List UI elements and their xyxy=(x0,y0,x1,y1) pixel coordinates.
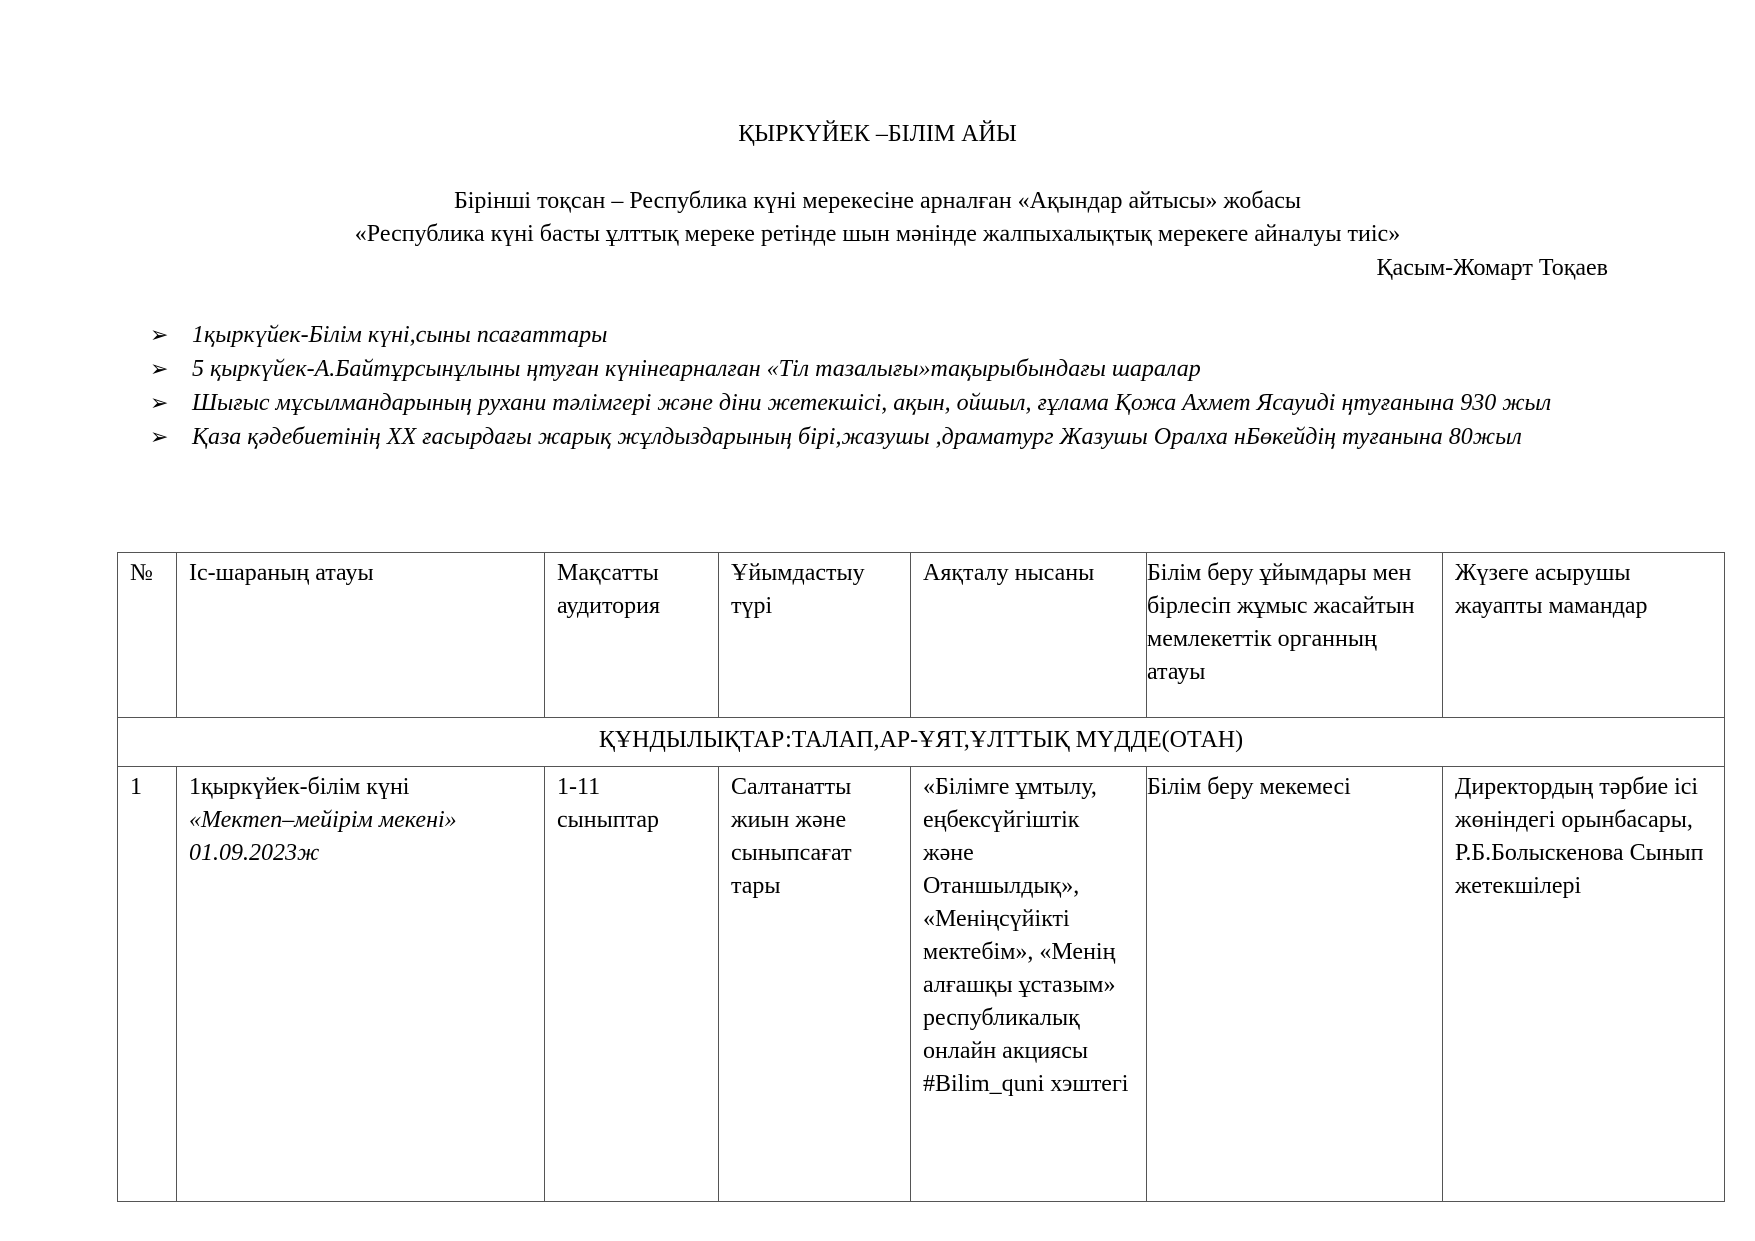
bullet-item xyxy=(150,422,1630,452)
header-number: № xyxy=(118,553,177,718)
bullet-text: Шығыс мұсылмандарының рухани тәлімгері және діни жетекшісі, ақын, ойшыл, ғұлама Қожа Ахмет Ясауиді ңтуғанына 930 жыл xyxy=(192,390,1552,416)
arrowhead-bullet-icon: ➢ xyxy=(150,356,169,381)
values-heading: ҚҰНДЫЛЫҚТАР:ТАЛАП,АР-ҰЯТ,ҰЛТТЫҚ МҮДДЕ(ОТАН) xyxy=(118,718,1725,767)
bullet-text: Қаза қәдебиетінің ХХ ғасырдағы жарық жұлдыздарының бірі,жазушы ,драматург Жазушы Оралха нБөкейдің туғанына 80жыл xyxy=(192,424,1522,450)
event-bullet-list xyxy=(150,320,1630,456)
bullet-item xyxy=(150,320,1630,350)
cell-number: 1 xyxy=(118,767,177,1202)
header-format: Ұйымдастыу түрі xyxy=(719,553,911,718)
table-row xyxy=(118,767,1725,1202)
header-event-name: Іс-шараның атауы xyxy=(177,553,545,718)
page-title: ҚЫРКҮЙЕК –БІЛІМ АЙЫ xyxy=(738,121,1017,147)
cell-format: Салтанатты жиын және сыныпсағат тары xyxy=(719,767,911,1202)
bullet-text: 1қыркүйек-Білім күні,сыны псағаттары xyxy=(192,322,608,348)
header-completion: Аяқталу нысаны xyxy=(911,553,1147,718)
epigraph-quote: «Республика күні басты ұлттық мереке ретінде шын мәнінде жалпыхалықтық мерекеге айналуы тиіс» xyxy=(354,221,1401,247)
event-title: 1қыркүйек-білім күні xyxy=(189,774,410,800)
bullet-item xyxy=(150,388,1630,418)
arrowhead-bullet-icon: ➢ xyxy=(150,424,169,449)
cell-completion: «Білімге ұмтылу, еңбексүйгіштік және Отаншылдық», «Меніңсүйікті мектебім», «Менің алғашқы ұстазым» республикалық онлайн акциясы #Bilim_quni хэштегі xyxy=(911,767,1147,1202)
values-row xyxy=(118,718,1725,767)
cell-event-name xyxy=(177,767,545,1202)
event-plan-table xyxy=(117,552,1725,1202)
header-audience: Мақсатты аудитория xyxy=(545,553,719,718)
header-responsible: Жүзеге асырушы жауапты мамандар xyxy=(1443,553,1725,718)
table-header-row xyxy=(118,553,1725,718)
cell-responsible: Директордың тәрбие ісі жөніндегі орынбасары, Р.Б.Болыскенова Сынып жетекшілері xyxy=(1443,767,1725,1202)
bullet-item xyxy=(150,354,1630,384)
event-date: 01.09.2023ж xyxy=(189,840,320,866)
header-partner-org: Білім беру ұйымдары мен бірлесіп жұмыс жасайтын мемлекеттік органның атауы xyxy=(1147,553,1443,718)
page-subtitle: Бірінші тоқсан – Республика күні мерекесіне арналған «Ақындар айтысы» жобасы xyxy=(453,188,1302,214)
epigraph-author: Қасым-Жомарт Тоқаев xyxy=(1376,255,1608,281)
cell-audience: 1-11 сыныптар xyxy=(545,767,719,1202)
event-subtitle: «Мектеп–мейірім мекені» xyxy=(189,807,457,833)
arrowhead-bullet-icon: ➢ xyxy=(150,322,169,347)
cell-partner-org: Білім беру мекемесі xyxy=(1147,767,1443,1202)
bullet-text: 5 қыркүйек-А.Байтұрсынұлыны ңтуған күнінеарналған «Тіл тазалығы»тақырыбындағы шаралар xyxy=(192,356,1201,382)
arrowhead-bullet-icon: ➢ xyxy=(150,390,169,415)
